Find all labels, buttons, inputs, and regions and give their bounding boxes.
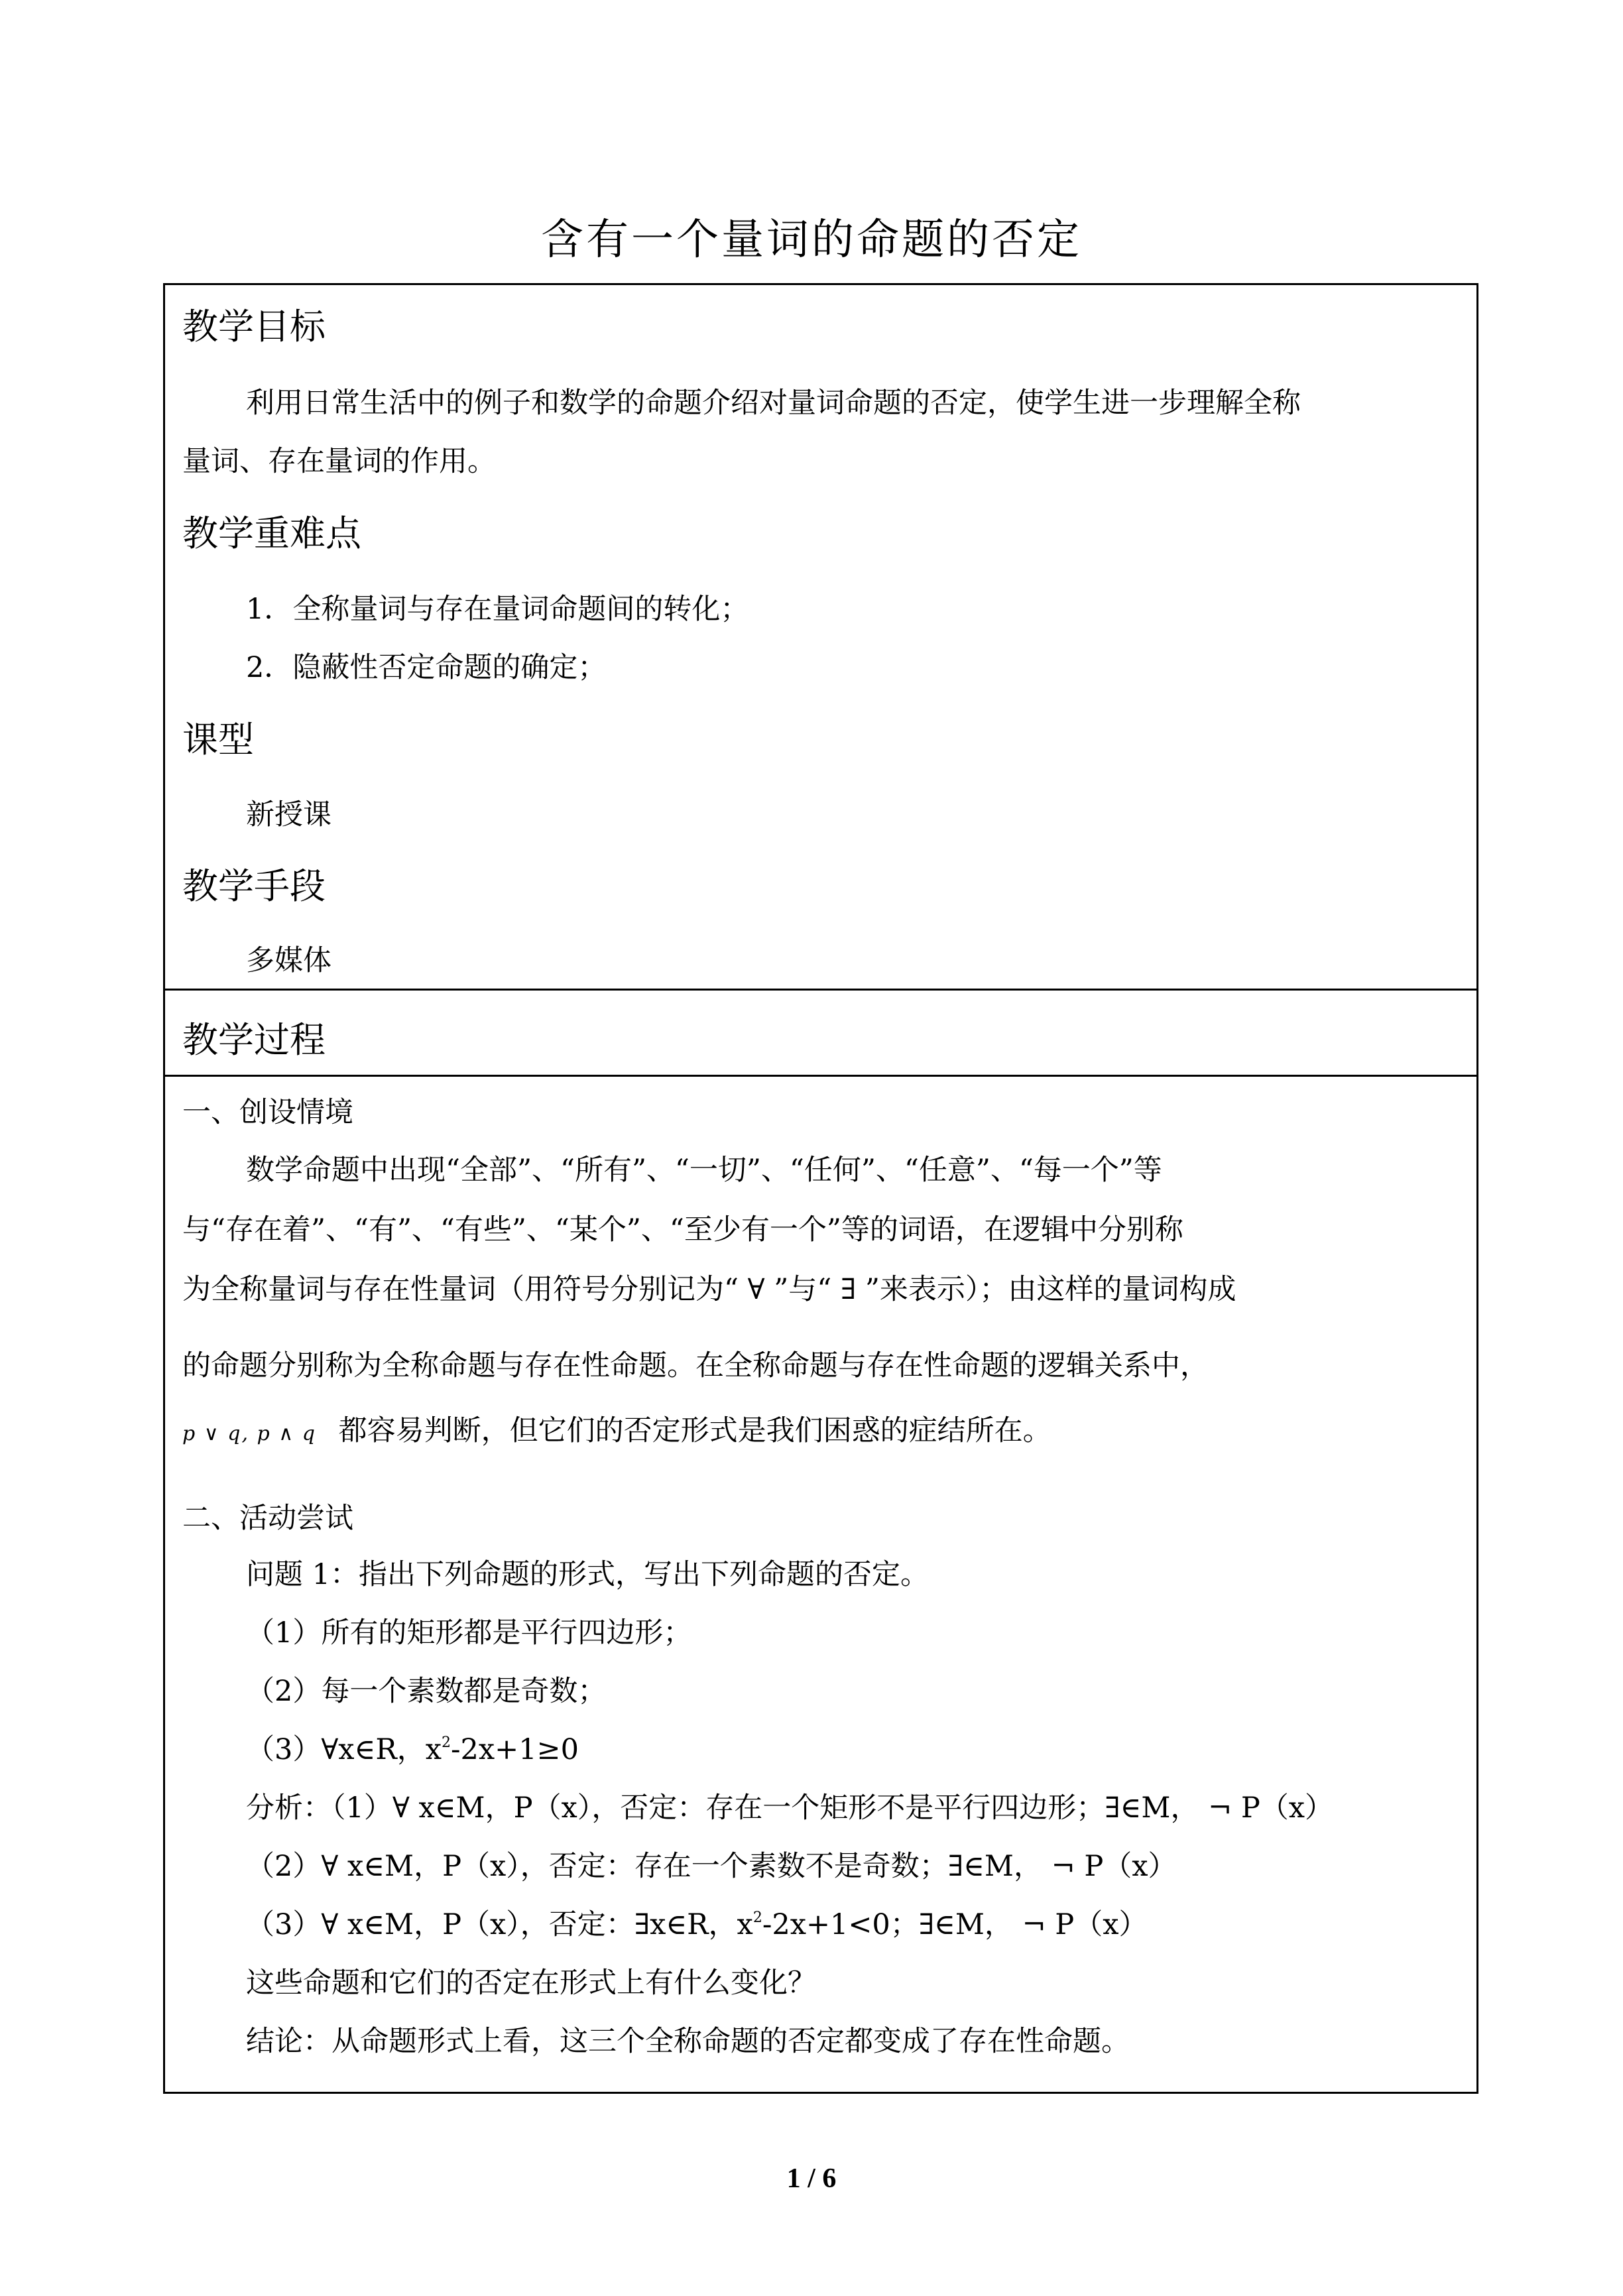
key-points-heading: 教学重难点 <box>182 513 361 554</box>
key-point-1: 1．全称量词与存在量词命题间的转化； <box>246 593 749 626</box>
item3-part-b: -2x+1≥0 <box>451 1733 579 1766</box>
part1-line2: 与“存在着”、“有”、“有些”、“某个”、“至少有一个”等的词语，在逻辑中分别称 <box>182 1213 1183 1246</box>
part1-line1: 数学命题中出现“全部”、“所有”、“一切”、“任何”、“任意”、“每一个”等 <box>246 1154 1162 1187</box>
logic-formula: p ∨ q, p ∧ q <box>182 1422 316 1445</box>
goal-text-line1: 利用日常生活中的例子和数学的命题介绍对量词命题的否定，使学生进一步理解全称 <box>246 387 1301 420</box>
document-title: 含有一个量词的命题的否定 <box>541 215 1082 265</box>
teaching-means-value: 多媒体 <box>246 944 331 977</box>
question-1: 问题 1：指出下列命题的形式，写出下列命题的否定。 <box>246 1558 930 1591</box>
part1-line5-wrapper <box>182 1414 1052 1447</box>
process-content-cell <box>165 1077 1476 2092</box>
lesson-type-heading: 课型 <box>182 719 254 760</box>
question-1-item2: （2）每一个素数都是奇数； <box>246 1675 607 1708</box>
analysis-1: 分析：（1）∀ x∈M，P（x），否定：存在一个矩形不是平行四边形；∃∈M， ¬ P（x） <box>246 1791 1334 1825</box>
process-heading-cell <box>165 991 1476 1077</box>
item3-part-a: （3）∀x∈R，x <box>246 1733 442 1766</box>
item3-superscript: 2 <box>442 1734 451 1751</box>
part1-line4: 的命题分别称为全称命题与存在性命题。在全称命题与存在性命题的逻辑关系中， <box>182 1349 1209 1382</box>
part1-line5: 都容易判断，但它们的否定形式是我们困惑的症结所在。 <box>338 1414 1052 1447</box>
goal-text-line2: 量词、存在量词的作用。 <box>182 445 496 478</box>
reflection-question: 这些命题和它们的否定在形式上有什么变化？ <box>246 1966 816 2000</box>
analysis3-superscript: 2 <box>752 1909 762 1926</box>
question-1-item3 <box>246 1733 579 1766</box>
conclusion: 结论：从命题形式上看，这三个全称命题的否定都变成了存在性命题。 <box>246 2025 1130 2058</box>
analysis3-part-b: -2x+1<0；∃∈M， ¬ P（x） <box>762 1908 1148 1941</box>
page-number: 1 / 6 <box>786 2163 837 2194</box>
part2-heading: 二、活动尝试 <box>182 1502 353 1535</box>
process-heading: 教学过程 <box>182 1019 326 1061</box>
analysis3-part-a: （3）∀ x∈M，P（x），否定：∃x∈R，x <box>246 1908 753 1941</box>
part1-line3: 为全称量词与存在性量词（用符号分别记为“ ∀ ”与“ ∃ ”来表示）；由这样的量词构成 <box>182 1273 1236 1306</box>
lesson-info-cell <box>165 285 1476 991</box>
goal-heading: 教学目标 <box>182 306 326 347</box>
lesson-type-value: 新授课 <box>246 798 331 831</box>
analysis-3 <box>246 1908 1148 1941</box>
part1-heading: 一、创设情境 <box>182 1096 353 1129</box>
teaching-means-heading: 教学手段 <box>182 865 326 907</box>
analysis-2: （2）∀ x∈M，P（x），否定：存在一个素数不是奇数；∃∈M， ¬ P（x） <box>246 1850 1177 1883</box>
question-1-item1: （1）所有的矩形都是平行四边形； <box>246 1616 692 1650</box>
lesson-table <box>163 283 1478 2094</box>
key-point-2: 2．隐蔽性否定命题的确定； <box>246 651 607 684</box>
